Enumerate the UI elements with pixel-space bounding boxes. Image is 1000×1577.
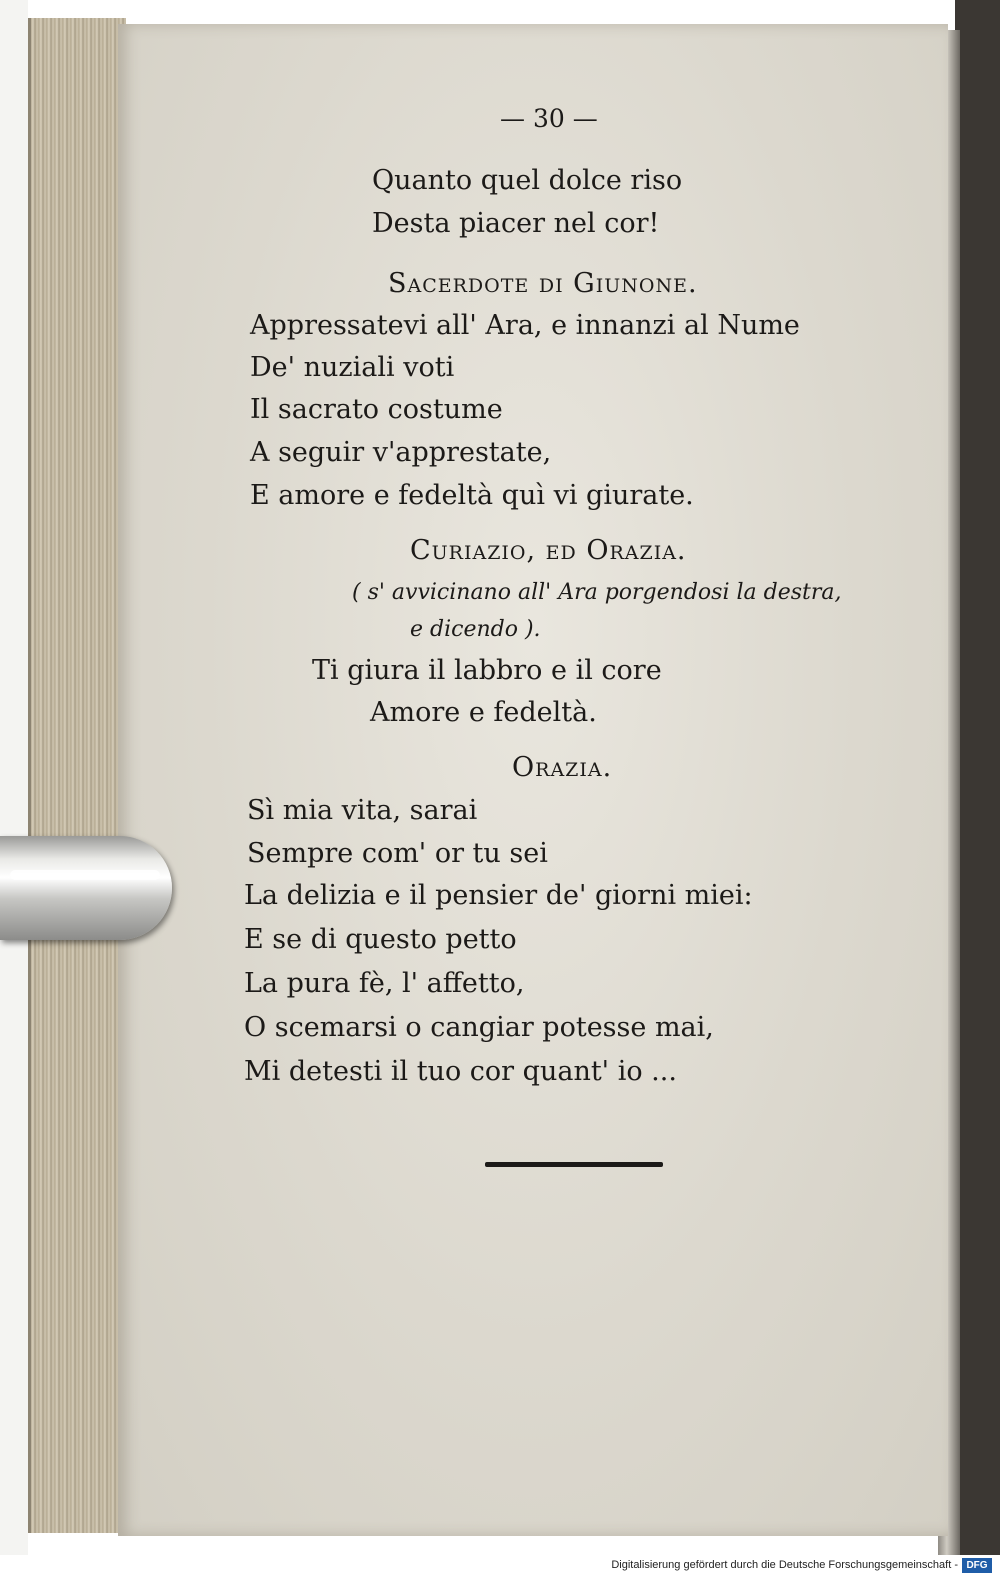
text-line: E amore e fedeltà quì vi giurate. [250, 480, 694, 511]
page-holder-spatula [0, 828, 175, 946]
text-line: La pura fè, l' affetto, [244, 968, 525, 999]
text-line: Sempre com' or tu sei [247, 838, 548, 869]
stage-direction: e dicendo ). [410, 617, 541, 642]
scan-background-right [955, 0, 1000, 1555]
stage-direction: ( s' avvicinano all' Ara porgendosi la destra, [352, 580, 842, 605]
text-line: Mi detesti il tuo cor quant' io ... [244, 1056, 677, 1087]
book-page-edges [28, 18, 126, 1533]
text-line: Il sacrato costume [250, 394, 503, 425]
text-line: Desta piacer nel cor! [372, 208, 660, 239]
text-line: Amore e fedeltà. [370, 697, 597, 728]
text-line: O scemarsi o cangiar potesse mai, [244, 1012, 714, 1043]
text-line: A seguir v'apprestate, [250, 437, 552, 468]
text-line: E se di questo petto [244, 924, 517, 955]
text-line: Quanto quel dolce riso [372, 165, 683, 196]
closing-rule [485, 1162, 663, 1167]
speaker-heading: Orazia. [512, 752, 613, 783]
page-number: — 30 — [500, 104, 598, 133]
spatula-highlight [10, 870, 160, 880]
text-line: Sì mia vita, sarai [247, 795, 478, 826]
dfg-logo: DFG [962, 1558, 992, 1573]
text-line: De' nuziali voti [250, 352, 455, 383]
speaker-heading: Sacerdote di Giunone. [388, 268, 698, 299]
text-line: Appressatevi all' Ara, e innanzi al Nume [250, 310, 800, 341]
text-line: Ti giura il labbro e il core [312, 655, 662, 686]
footer-credit: Digitalisierung gefördert durch die Deutsche Forschungsgemeinschaft - [611, 1559, 958, 1571]
speaker-heading: Curiazio, ed Orazia. [410, 535, 687, 566]
scan-background-left [0, 0, 28, 1577]
text-line: La delizia e il pensier de' giorni miei: [244, 880, 753, 911]
spatula-blade [0, 836, 172, 940]
